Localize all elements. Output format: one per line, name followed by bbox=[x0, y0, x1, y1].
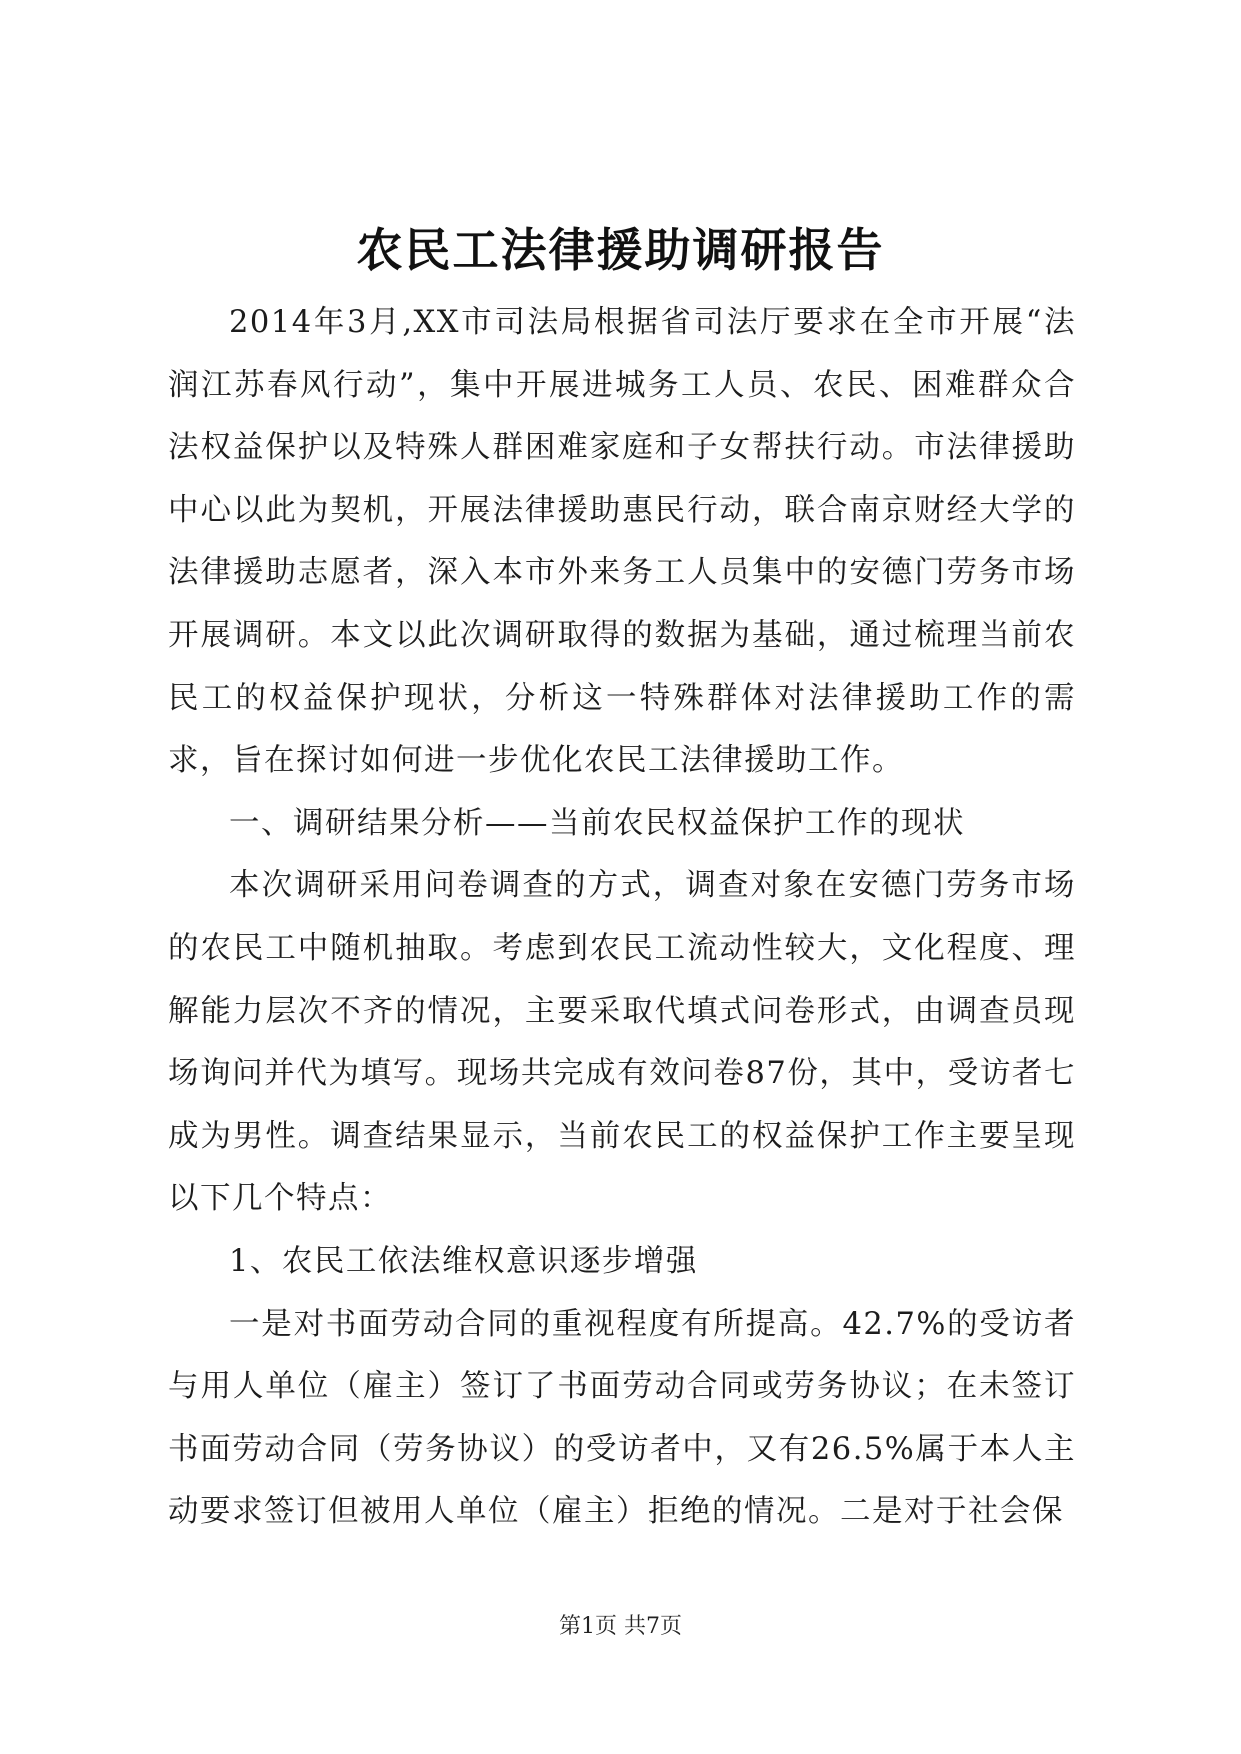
page-number-footer: 第1页 共7页 bbox=[559, 1614, 682, 1639]
document-title: 农民工法律援助调研报告 bbox=[356, 223, 885, 277]
subsection-heading: 1、农民工依法维权意识逐步增强 bbox=[229, 1243, 698, 1279]
paragraph-intro: 2014年3月,XX市司法局根据省司法厅要求在全市开展“法润江苏春风行动”，集中开展进城务工人员、农民、困难群众合法权益保护以及特殊人群困难家庭和子女帮扶行动。市法律援助中心以此为契机，开展法律援助惠民行动，联合南京财经大学的法律援助志愿者，深入本市外来务工人员集中的安德门劳务市场开展调研。本文以此次调研取得的数据为基础，通过梳理当前农民工的权益保护现状，分析这一特殊群体对法律援助工作的需求，旨在探讨如何进一步优化农民工法律援助工作。 bbox=[168, 305, 1076, 779]
section-heading: 一、调研结果分析——当前农民权益保护工作的现状 bbox=[229, 805, 965, 841]
paragraph-contract: 一是对书面劳动合同的重视程度有所提高。42.7%的受访者与用人单位（雇主）签订了书面劳动合同或劳务协议；在未签订书面劳动合同（劳务协议）的受访者中，又有26.5%属于本人主动要求签订但被用人单位（雇主）拒绝的情况。二是对于社会保 bbox=[168, 1306, 1076, 1530]
paragraph-survey-method: 本次调研采用问卷调查的方式，调查对象在安德门劳务市场的农民工中随机抽取。考虑到农民工流动性较大，文化程度、理解能力层次不齐的情况，主要采取代填式问卷形式，由调查员现场询问并代为填写。现场共完成有效问卷87份，其中，受访者七成为男性。调查结果显示，当前农民工的权益保护工作主要呈现以下几个特点： bbox=[168, 868, 1076, 1217]
document-body bbox=[168, 292, 1076, 1544]
